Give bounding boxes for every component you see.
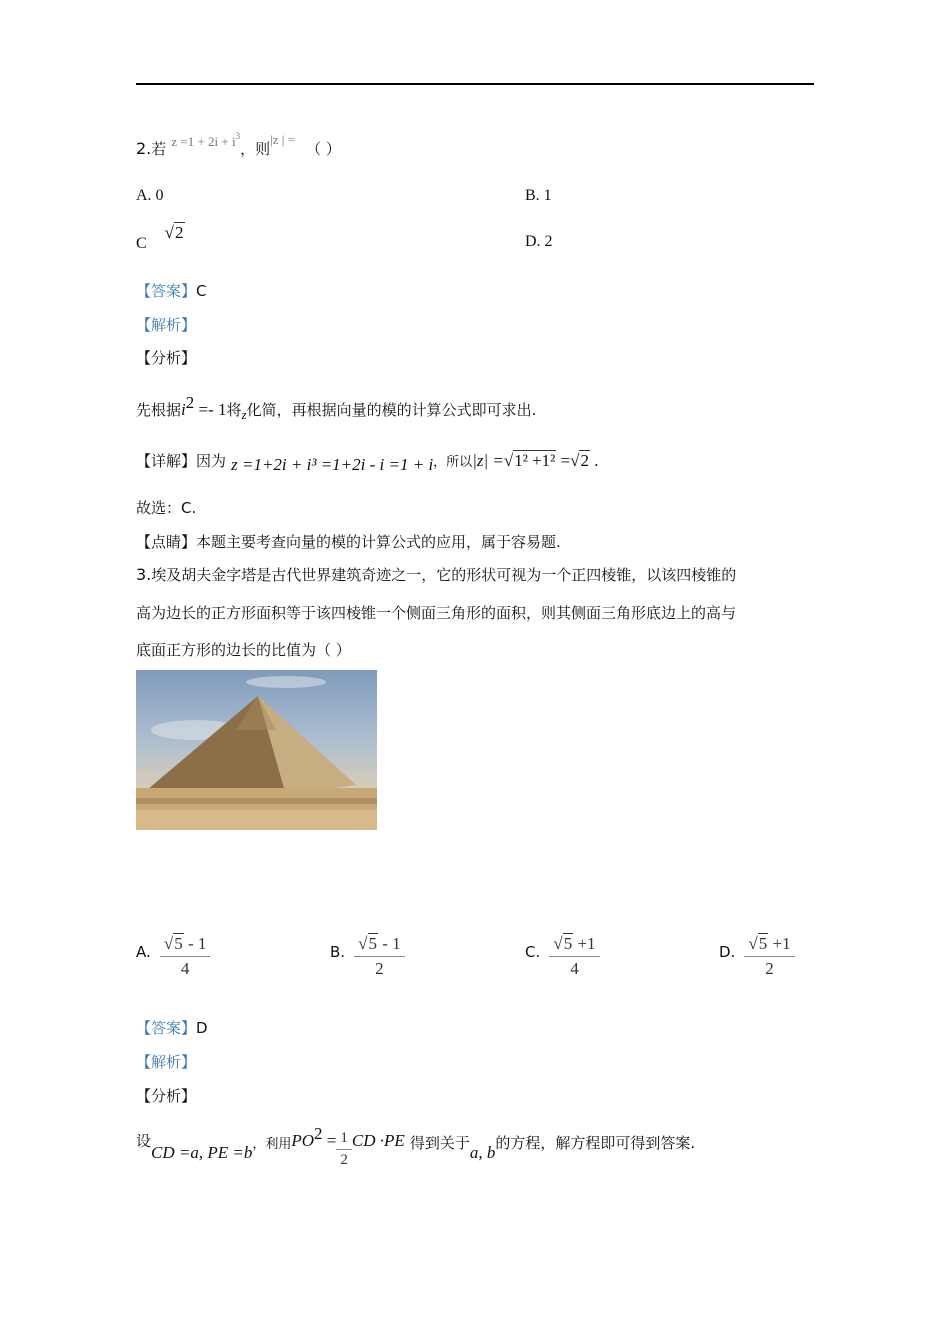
header-rule <box>136 83 814 85</box>
q3-option-c: C. $\frac{√5 +1}{4}$ <box>525 934 600 979</box>
q3-fenxi-tag: 【分析】 <box>136 1087 197 1105</box>
answer-tag: 【答案】 <box>136 282 197 300</box>
q3-option-a: A. $\frac{√5 - 1}{4}$ <box>136 934 210 979</box>
q2-answer <box>136 280 207 301</box>
q2-fenxi-tag: 【分析】 <box>136 349 197 367</box>
answer-value: D <box>196 1019 208 1037</box>
q2-jiexi-tag: 【解析】 <box>136 316 197 334</box>
q2-blank: （ ） <box>306 140 341 158</box>
q3-number: 3. <box>136 565 152 584</box>
xiangjie-tag: 【详解】 <box>136 452 197 470</box>
q2-option-d: D. 2 <box>525 233 553 250</box>
q2-formula-abs: |z | = <box>270 132 295 147</box>
q2-fenxi-text: 先根据$i^2 =- 1$将$_z$化简，再根据向量的模的计算公式即可求出. <box>136 393 537 422</box>
q2-dianjing: 【点睛】本题主要考查向量的模的计算公式的应用，属于容易题. <box>136 533 561 551</box>
q3-answer <box>136 1017 208 1038</box>
q2-guxuan: 故选：C. <box>136 499 197 517</box>
q2-xiangjie: 【详解】因为 z =1+2i + i³ =1+2i - i =1 + i，所以|z| =√1² +1² =√2 . <box>136 451 599 474</box>
answer-tag: 【答案】 <box>136 1019 197 1037</box>
q3-option-c-frac: $\frac{√5 +1}{4}$ <box>549 934 599 979</box>
dianjing-tag: 【点睛】 <box>136 533 197 551</box>
q2-stem-prefix: 若 <box>151 140 167 158</box>
q3-option-b-frac: $\frac{√5 - 1}{2}$ <box>354 934 405 979</box>
q3-stem-line2: 高为边长的正方形面积等于该四棱锥一个侧面三角形的面积，则其侧面三角形底边上的高与 <box>136 604 737 622</box>
q3-fenxi-text: 设CD =a, PE $=b^{,利用}PO^2$ = $\frac{1}{2}$ CD ·PE 得到关于a, b的方程，解方程即可得到答案. <box>136 1124 696 1168</box>
q2-stem <box>136 131 341 159</box>
q3-option-b: B. $\frac{√5 - 1}{2}$ <box>330 934 405 979</box>
q3-jiexi-tag: 【解析】 <box>136 1053 197 1071</box>
q2-option-b: B. 1 <box>525 187 552 204</box>
xiangjie-formula: z =1+2i + i³ =1+2i - i =1 + i <box>231 455 434 474</box>
q2-option-c: C √2 <box>136 223 184 252</box>
q3-stem-line1: 3.埃及胡夫金字塔是古代世界建筑奇迹之一，它的形状可视为一个正四棱锥，以该四棱锥的 <box>136 565 737 584</box>
answer-value: C <box>196 282 207 300</box>
q2-option-c-sqrt: √2 <box>164 223 184 242</box>
q3-option-d-frac: $\frac{√5 +1}{2}$ <box>744 934 794 979</box>
q2-number: 2. <box>136 139 152 158</box>
q2-stem-mid: ，则 <box>240 140 271 158</box>
q3-stem-line3: 底面正方形的边长的比值为（ ） <box>136 641 351 659</box>
q3-option-d: D. $\frac{√5 +1}{2}$ <box>719 934 795 979</box>
q2-formula-z: z =1 + 2i + i3 <box>171 131 241 149</box>
q3-option-a-frac: $\frac{√5 - 1}{4}$ <box>160 934 211 979</box>
pyramid-photo <box>136 670 377 830</box>
q2-option-a: A. 0 <box>136 187 164 204</box>
